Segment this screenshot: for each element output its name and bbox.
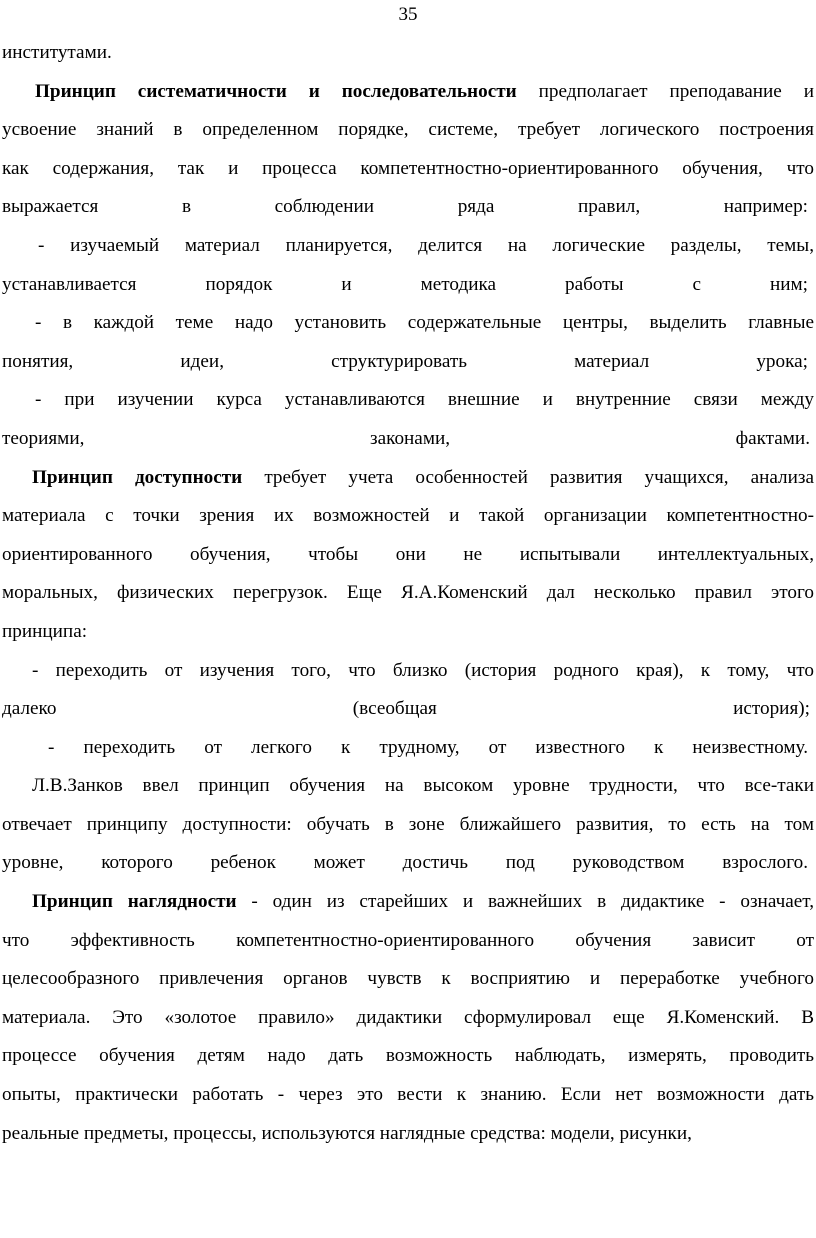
- text-line: как содержания, так и процесса компетентностно-ориентированного обучения, что: [2, 157, 814, 179]
- text-line: что эффективность компетентностно-ориентированного обучения зависит от: [2, 929, 814, 951]
- principle-title: Принцип доступности: [32, 466, 243, 488]
- page-number: 35: [398, 4, 418, 25]
- paragraph-heading-line: Принцип систематичности и последовательности предполагает преподавание и: [35, 80, 814, 102]
- text-line: далеко (всеобщая история);: [2, 698, 810, 720]
- principle-title: Принцип наглядности: [32, 891, 237, 913]
- text-line: материала. Это «золотое правило» дидактики сформулировал еще Я.Коменский. В: [2, 1006, 814, 1028]
- list-item-line: - при изучении курса устанавливаются внешние и внутренние связи между: [35, 389, 814, 411]
- text-line: целесообразного привлечения органов чувств к восприятию и переработке учебного: [2, 968, 814, 990]
- text-line: усвоение знаний в определенном порядке, системе, требует логического построения: [2, 119, 814, 141]
- text-line: институтами.: [2, 42, 112, 63]
- text-line: ориентированного обучения, чтобы они не испытывали интеллектуальных,: [2, 543, 814, 565]
- text-line: опыты, практически работать - через это вести к знанию. Если нет возможности дать: [2, 1084, 814, 1106]
- text-line: моральных, физических перегрузок. Еще Я.А.Коменский дал несколько правил этого: [2, 582, 814, 604]
- list-item-line: - изучаемый материал планируется, делится на логические разделы, темы,: [38, 234, 814, 256]
- text-line: реальные предметы, процессы, используются наглядные средства: модели, рисунки,: [2, 1122, 692, 1144]
- page-body: [2, 34, 814, 1153]
- text-line: процессе обучения детям надо дать возможность наблюдать, измерять, проводить: [2, 1045, 814, 1067]
- paragraph-heading-line: Принцип доступности требует учета особенностей развития учащихся, анализа: [32, 466, 814, 488]
- principle-title: Принцип систематичности и последовательности: [35, 80, 517, 102]
- text-line: выражается в соблюдении ряда правил, например:: [2, 196, 808, 218]
- text-line: уровне, которого ребенок может достичь под руководством взрослого.: [2, 852, 808, 874]
- text-line: понятия, идеи, структурировать материал урока;: [2, 350, 808, 372]
- list-item-line: - в каждой теме надо установить содержательные центры, выделить главные: [35, 312, 814, 334]
- text-line: устанавливается порядок и методика работы с ним;: [2, 273, 808, 295]
- paragraph-heading-line: Принцип наглядности - один из старейших и важнейших в дидактике - означает,: [32, 891, 814, 913]
- text-line: отвечает принципу доступности: обучать в зоне ближайшего развития, то есть на том: [2, 813, 814, 835]
- text-line: материала с точки зрения их возможностей и такой организации компетентностно-: [2, 505, 814, 527]
- text-line: теориями, законами, фактами.: [2, 427, 810, 449]
- list-item-line: - переходить от легкого к трудному, от известного к неизвестному.: [48, 736, 808, 758]
- text-line: Л.В.Занков ввел принцип обучения на высоком уровне трудности, что все-таки: [32, 775, 814, 797]
- list-item-line: - переходить от изучения того, что близко (история родного края), к тому, что: [32, 659, 814, 681]
- text-line: принципа:: [2, 620, 88, 642]
